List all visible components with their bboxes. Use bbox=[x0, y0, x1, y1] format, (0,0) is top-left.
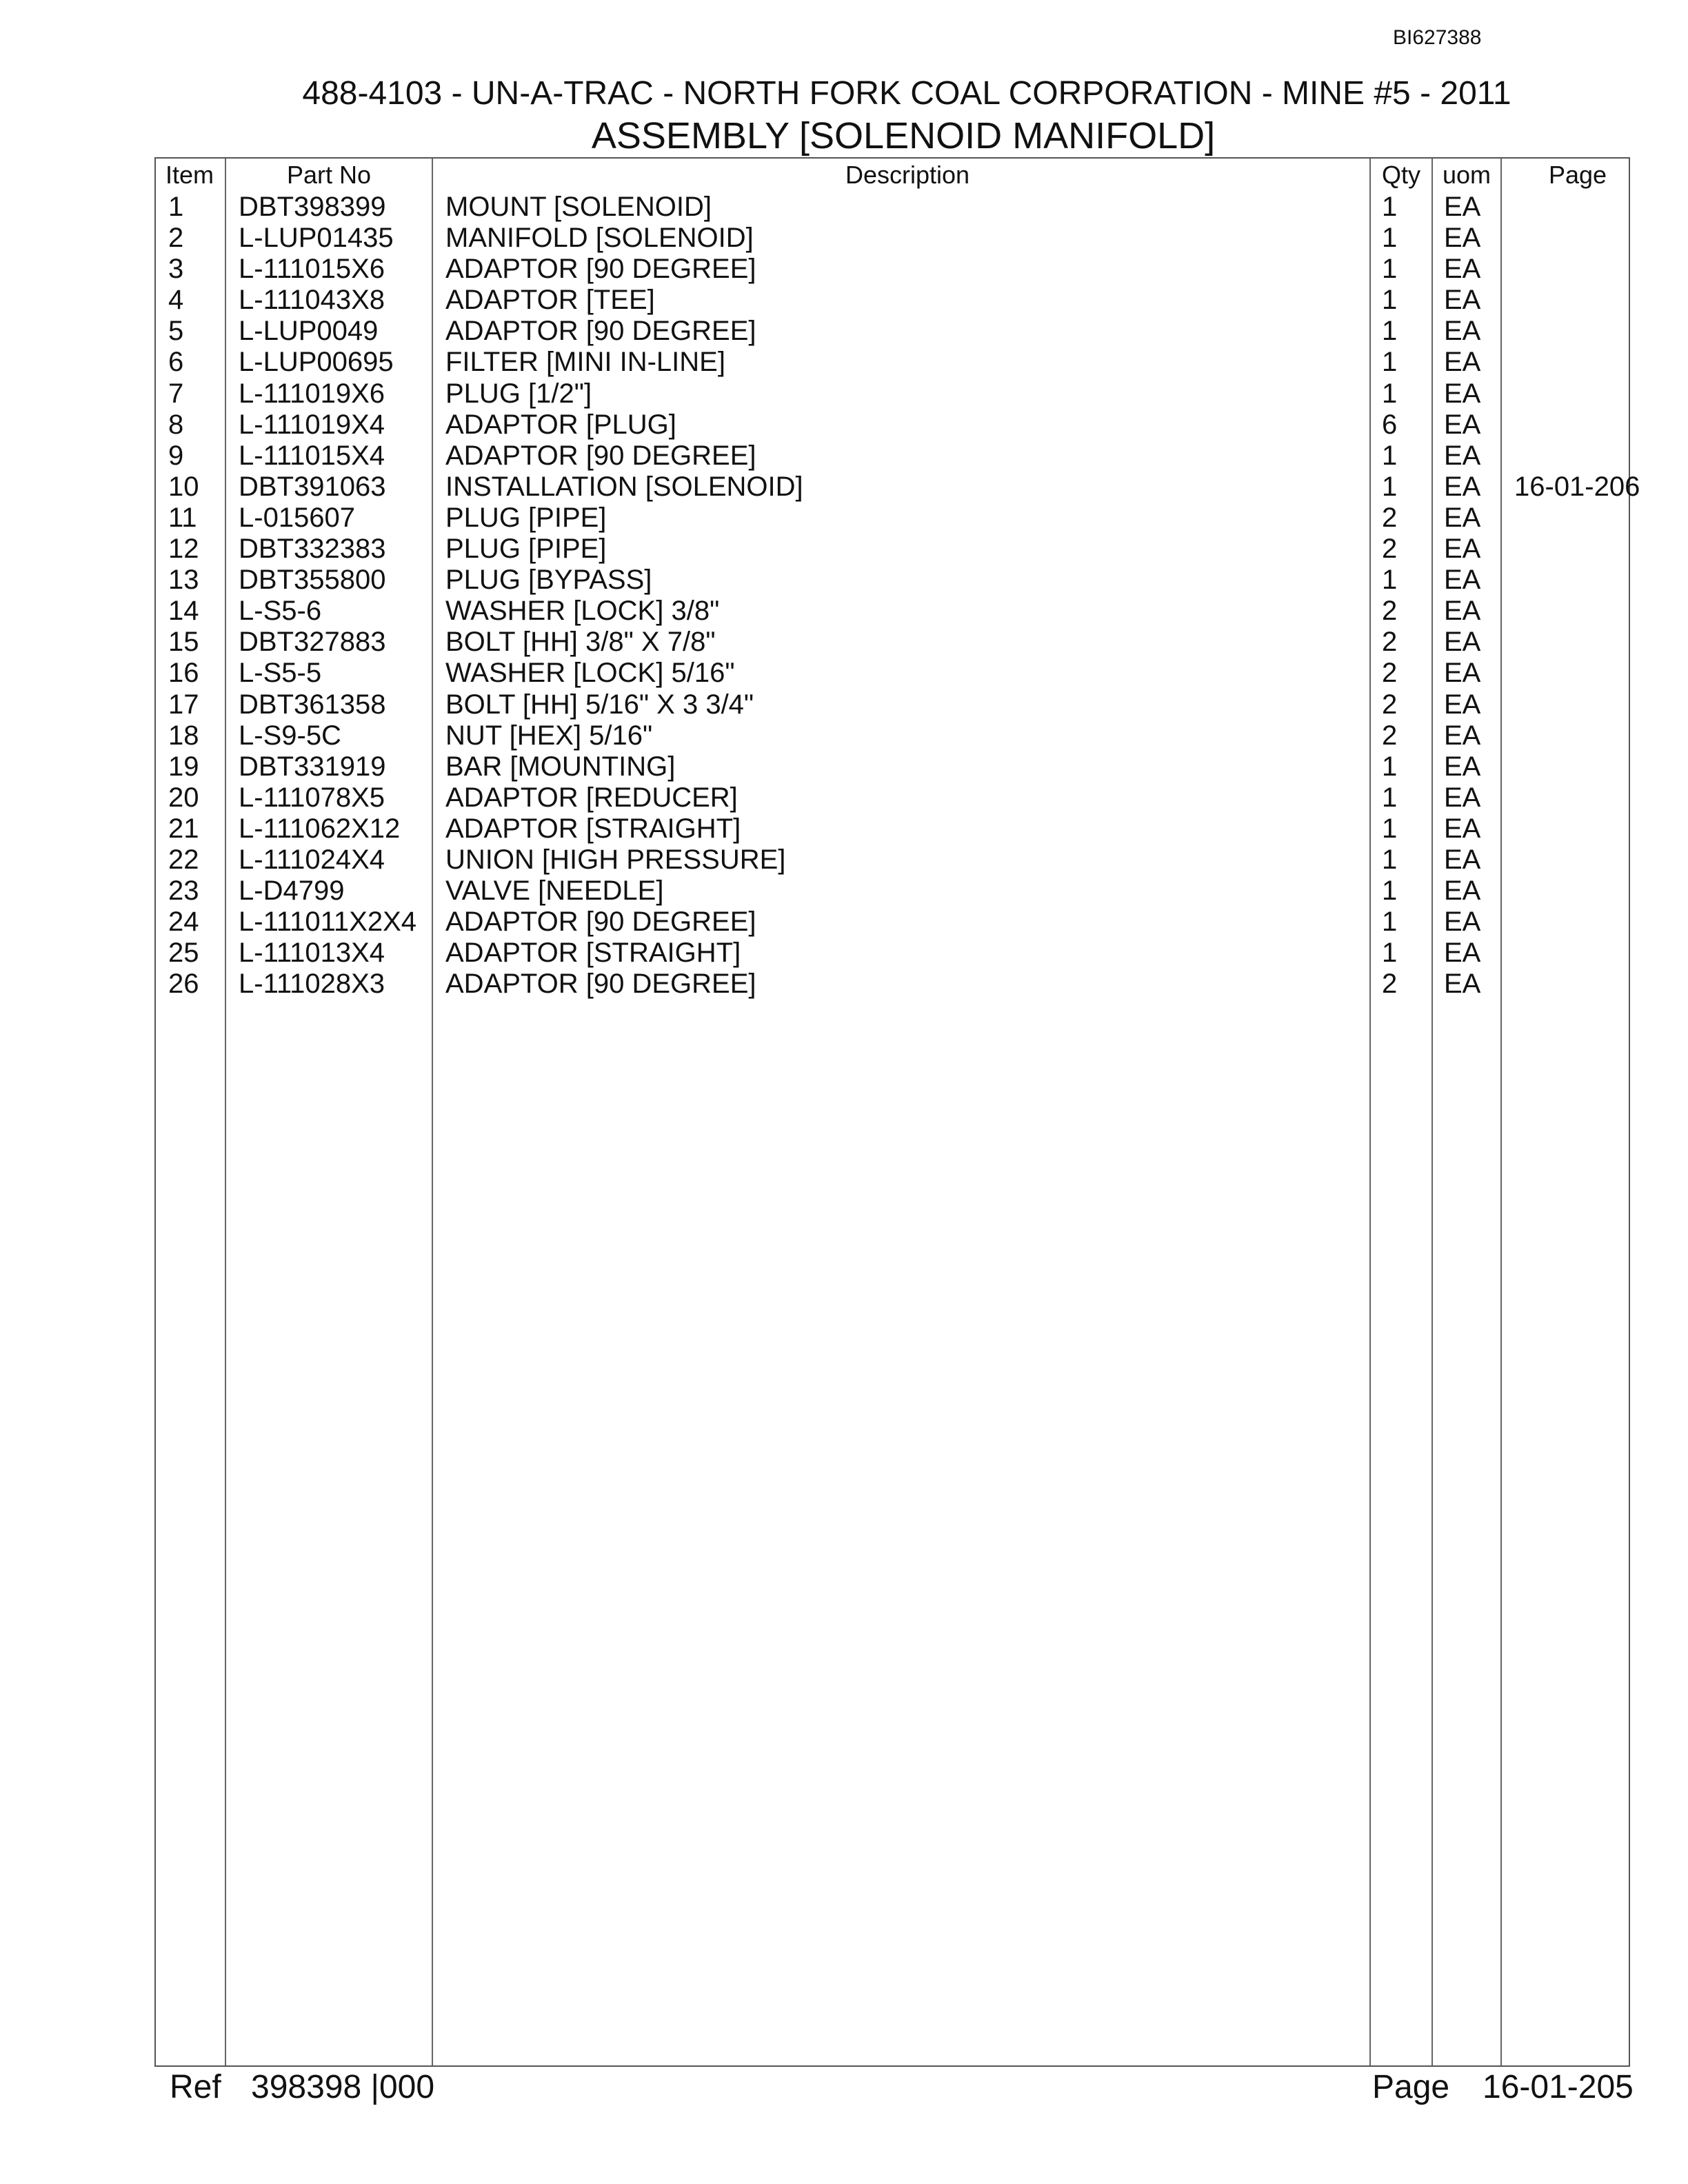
item-cell: 23 bbox=[168, 876, 199, 907]
header-qty: Qty bbox=[1382, 161, 1421, 189]
table-row bbox=[156, 378, 1629, 410]
description-cell: ADAPTOR [90 DEGREE] bbox=[445, 254, 756, 285]
table-row bbox=[156, 782, 1629, 813]
footer-page-label: Page bbox=[1372, 2069, 1450, 2105]
uom-cell: EA bbox=[1444, 876, 1481, 907]
part-no-cell: L-111013X4 bbox=[239, 938, 385, 969]
uom-cell: EA bbox=[1444, 471, 1481, 502]
document-id: BI627388 bbox=[1393, 26, 1482, 49]
description-cell: BAR [MOUNTING] bbox=[445, 751, 676, 782]
qty-cell: 1 bbox=[1382, 907, 1398, 938]
uom-cell: EA bbox=[1444, 720, 1481, 751]
footer-page-value: 16-01-205 bbox=[1483, 2069, 1634, 2105]
part-no-cell: L-S5-5 bbox=[239, 658, 322, 689]
part-no-cell: L-111028X3 bbox=[239, 969, 385, 1000]
uom-cell: EA bbox=[1444, 254, 1481, 285]
description-cell: ADAPTOR [90 DEGREE] bbox=[445, 969, 756, 1000]
footer-ref-value: 398398 |000 bbox=[251, 2069, 435, 2105]
description-cell: FILTER [MINI IN-LINE] bbox=[445, 347, 725, 378]
table-row bbox=[156, 658, 1629, 689]
qty-cell: 1 bbox=[1382, 813, 1398, 844]
item-cell: 9 bbox=[168, 440, 184, 471]
part-no-cell: L-111043X8 bbox=[239, 285, 385, 316]
part-no-cell: L-S9-5C bbox=[239, 720, 341, 751]
part-no-cell: L-111078X5 bbox=[239, 782, 385, 813]
part-no-cell: L-D4799 bbox=[239, 876, 345, 907]
part-no-cell: DBT327883 bbox=[239, 627, 386, 658]
item-cell: 6 bbox=[168, 347, 184, 378]
table-row bbox=[156, 534, 1629, 565]
table-row bbox=[156, 316, 1629, 347]
description-cell: ADAPTOR [90 DEGREE] bbox=[445, 316, 756, 347]
uom-cell: EA bbox=[1444, 813, 1481, 844]
qty-cell: 1 bbox=[1382, 223, 1398, 254]
description-cell: INSTALLATION [SOLENOID] bbox=[445, 471, 803, 502]
uom-cell: EA bbox=[1444, 440, 1481, 471]
table-row bbox=[156, 347, 1629, 378]
qty-cell: 1 bbox=[1382, 938, 1398, 969]
table-row bbox=[156, 254, 1629, 285]
qty-cell: 1 bbox=[1382, 751, 1398, 782]
uom-cell: EA bbox=[1444, 627, 1481, 658]
description-cell: MOUNT [SOLENOID] bbox=[445, 192, 712, 222]
part-no-cell: L-111015X6 bbox=[239, 254, 385, 285]
qty-cell: 1 bbox=[1382, 565, 1398, 596]
footer-ref-label: Ref bbox=[170, 2069, 221, 2105]
item-cell: 7 bbox=[168, 378, 184, 409]
part-no-cell: L-111019X6 bbox=[239, 378, 385, 409]
qty-cell: 2 bbox=[1382, 627, 1398, 658]
qty-cell: 1 bbox=[1382, 347, 1398, 378]
item-cell: 16 bbox=[168, 658, 199, 689]
uom-cell: EA bbox=[1444, 751, 1481, 782]
description-cell: PLUG [PIPE] bbox=[445, 502, 607, 533]
document-title: 488-4103 - UN-A-TRAC - NORTH FORK COAL CORPORATION - MINE #5 - 2011 bbox=[302, 75, 1511, 112]
item-cell: 5 bbox=[168, 316, 184, 347]
part-no-cell: DBT361358 bbox=[239, 689, 386, 720]
part-no-cell: L-015607 bbox=[239, 502, 356, 533]
table-row bbox=[156, 720, 1629, 751]
description-cell: ADAPTOR [TEE] bbox=[445, 285, 655, 316]
qty-cell: 1 bbox=[1382, 378, 1398, 409]
qty-cell: 1 bbox=[1382, 876, 1398, 907]
table-row bbox=[156, 813, 1629, 845]
uom-cell: EA bbox=[1444, 223, 1481, 254]
table-row bbox=[156, 969, 1629, 1000]
part-no-cell: L-LUP00695 bbox=[239, 347, 394, 378]
uom-cell: EA bbox=[1444, 534, 1481, 565]
qty-cell: 2 bbox=[1382, 502, 1398, 533]
part-no-cell: DBT331919 bbox=[239, 751, 386, 782]
description-cell: VALVE [NEEDLE] bbox=[445, 876, 664, 907]
part-no-cell: L-111015X4 bbox=[239, 440, 385, 471]
item-cell: 22 bbox=[168, 844, 199, 875]
uom-cell: EA bbox=[1444, 938, 1481, 969]
table-row bbox=[156, 471, 1640, 503]
part-no-cell: L-LUP01435 bbox=[239, 223, 394, 254]
item-cell: 20 bbox=[168, 782, 199, 813]
item-cell: 12 bbox=[168, 534, 199, 565]
qty-cell: 1 bbox=[1382, 316, 1398, 347]
header-part-no: Part No bbox=[287, 161, 372, 189]
qty-cell: 1 bbox=[1382, 471, 1398, 502]
qty-cell: 2 bbox=[1382, 689, 1398, 720]
table-row bbox=[156, 938, 1629, 969]
description-cell: BOLT [HH] 5/16" X 3 3/4" bbox=[445, 689, 754, 720]
description-cell: WASHER [LOCK] 3/8" bbox=[445, 596, 720, 627]
item-cell: 13 bbox=[168, 565, 199, 596]
uom-cell: EA bbox=[1444, 502, 1481, 533]
table-row bbox=[156, 223, 1629, 254]
description-cell: ADAPTOR [90 DEGREE] bbox=[445, 440, 756, 471]
qty-cell: 1 bbox=[1382, 440, 1398, 471]
item-cell: 24 bbox=[168, 907, 199, 938]
item-cell: 17 bbox=[168, 689, 199, 720]
qty-cell: 2 bbox=[1382, 534, 1398, 565]
table-row bbox=[156, 565, 1629, 596]
description-cell: NUT [HEX] 5/16" bbox=[445, 720, 653, 751]
table-row bbox=[156, 503, 1629, 534]
item-cell: 3 bbox=[168, 254, 184, 285]
description-cell: BOLT [HH] 3/8" X 7/8" bbox=[445, 627, 716, 658]
uom-cell: EA bbox=[1444, 192, 1481, 222]
uom-cell: EA bbox=[1444, 378, 1481, 409]
uom-cell: EA bbox=[1444, 285, 1481, 316]
part-no-cell: L-LUP0049 bbox=[239, 316, 379, 347]
part-no-cell: L-111024X4 bbox=[239, 844, 385, 875]
qty-cell: 1 bbox=[1382, 285, 1398, 316]
table-row bbox=[156, 751, 1629, 782]
table-row bbox=[156, 627, 1629, 658]
uom-cell: EA bbox=[1444, 844, 1481, 875]
page-reference-link[interactable]: 16-01-206 bbox=[1514, 471, 1640, 502]
uom-cell: EA bbox=[1444, 409, 1481, 440]
description-cell: ADAPTOR [REDUCER] bbox=[445, 782, 738, 813]
description-cell: PLUG [PIPE] bbox=[445, 534, 607, 565]
item-cell: 4 bbox=[168, 285, 184, 316]
qty-cell: 2 bbox=[1382, 720, 1398, 751]
item-cell: 10 bbox=[168, 471, 199, 502]
part-no-cell: DBT355800 bbox=[239, 565, 386, 596]
table-row bbox=[156, 845, 1629, 876]
uom-cell: EA bbox=[1444, 565, 1481, 596]
description-cell: PLUG [1/2"] bbox=[445, 378, 592, 409]
uom-cell: EA bbox=[1444, 596, 1481, 627]
part-no-cell: DBT398399 bbox=[239, 192, 386, 222]
uom-cell: EA bbox=[1444, 347, 1481, 378]
description-cell: MANIFOLD [SOLENOID] bbox=[445, 223, 754, 254]
table-body bbox=[156, 192, 1640, 1000]
header-description: Description bbox=[845, 161, 970, 189]
description-cell: ADAPTOR [PLUG] bbox=[445, 409, 676, 440]
uom-cell: EA bbox=[1444, 658, 1481, 689]
qty-cell: 1 bbox=[1382, 192, 1398, 222]
header-page: Page bbox=[1549, 161, 1607, 189]
item-cell: 19 bbox=[168, 751, 199, 782]
qty-cell: 1 bbox=[1382, 782, 1398, 813]
description-cell: WASHER [LOCK] 5/16" bbox=[445, 658, 735, 689]
qty-cell: 2 bbox=[1382, 969, 1398, 1000]
part-no-cell: L-111011X2X4 bbox=[239, 907, 416, 938]
table-row bbox=[156, 192, 1629, 223]
description-cell: ADAPTOR [STRAIGHT] bbox=[445, 938, 741, 969]
part-no-cell: DBT332383 bbox=[239, 534, 386, 565]
table-row bbox=[156, 285, 1629, 316]
item-cell: 25 bbox=[168, 938, 199, 969]
uom-cell: EA bbox=[1444, 689, 1481, 720]
part-no-cell: L-S5-6 bbox=[239, 596, 322, 627]
uom-cell: EA bbox=[1444, 969, 1481, 1000]
parts-table bbox=[154, 157, 1640, 2067]
table-row bbox=[156, 410, 1629, 441]
description-cell: ADAPTOR [STRAIGHT] bbox=[445, 813, 741, 844]
qty-cell: 1 bbox=[1382, 254, 1398, 285]
uom-cell: EA bbox=[1444, 782, 1481, 813]
table-row bbox=[156, 441, 1629, 472]
description-cell: PLUG [BYPASS] bbox=[445, 565, 652, 596]
header-item: Item bbox=[165, 161, 214, 189]
item-cell: 1 bbox=[168, 192, 184, 222]
part-no-cell: L-111062X12 bbox=[239, 813, 401, 844]
item-cell: 18 bbox=[168, 720, 199, 751]
part-no-cell: L-111019X4 bbox=[239, 409, 385, 440]
table-row bbox=[156, 596, 1629, 627]
assembly-subtitle: ASSEMBLY [SOLENOID MANIFOLD] bbox=[591, 115, 1216, 156]
item-cell: 11 bbox=[168, 502, 197, 533]
qty-cell: 1 bbox=[1382, 844, 1398, 875]
item-cell: 2 bbox=[168, 223, 184, 254]
header-uom: uom bbox=[1443, 161, 1491, 189]
table-row bbox=[156, 907, 1629, 938]
item-cell: 14 bbox=[168, 596, 199, 627]
table-row bbox=[156, 876, 1629, 907]
item-cell: 15 bbox=[168, 627, 199, 658]
qty-cell: 2 bbox=[1382, 596, 1398, 627]
qty-cell: 2 bbox=[1382, 658, 1398, 689]
item-cell: 21 bbox=[168, 813, 199, 844]
description-cell: UNION [HIGH PRESSURE] bbox=[445, 844, 786, 875]
qty-cell: 6 bbox=[1382, 409, 1398, 440]
table-row bbox=[156, 689, 1629, 720]
part-no-cell: DBT391063 bbox=[239, 471, 386, 502]
uom-cell: EA bbox=[1444, 316, 1481, 347]
description-cell: ADAPTOR [90 DEGREE] bbox=[445, 907, 756, 938]
item-cell: 8 bbox=[168, 409, 184, 440]
uom-cell: EA bbox=[1444, 907, 1481, 938]
item-cell: 26 bbox=[168, 969, 199, 1000]
